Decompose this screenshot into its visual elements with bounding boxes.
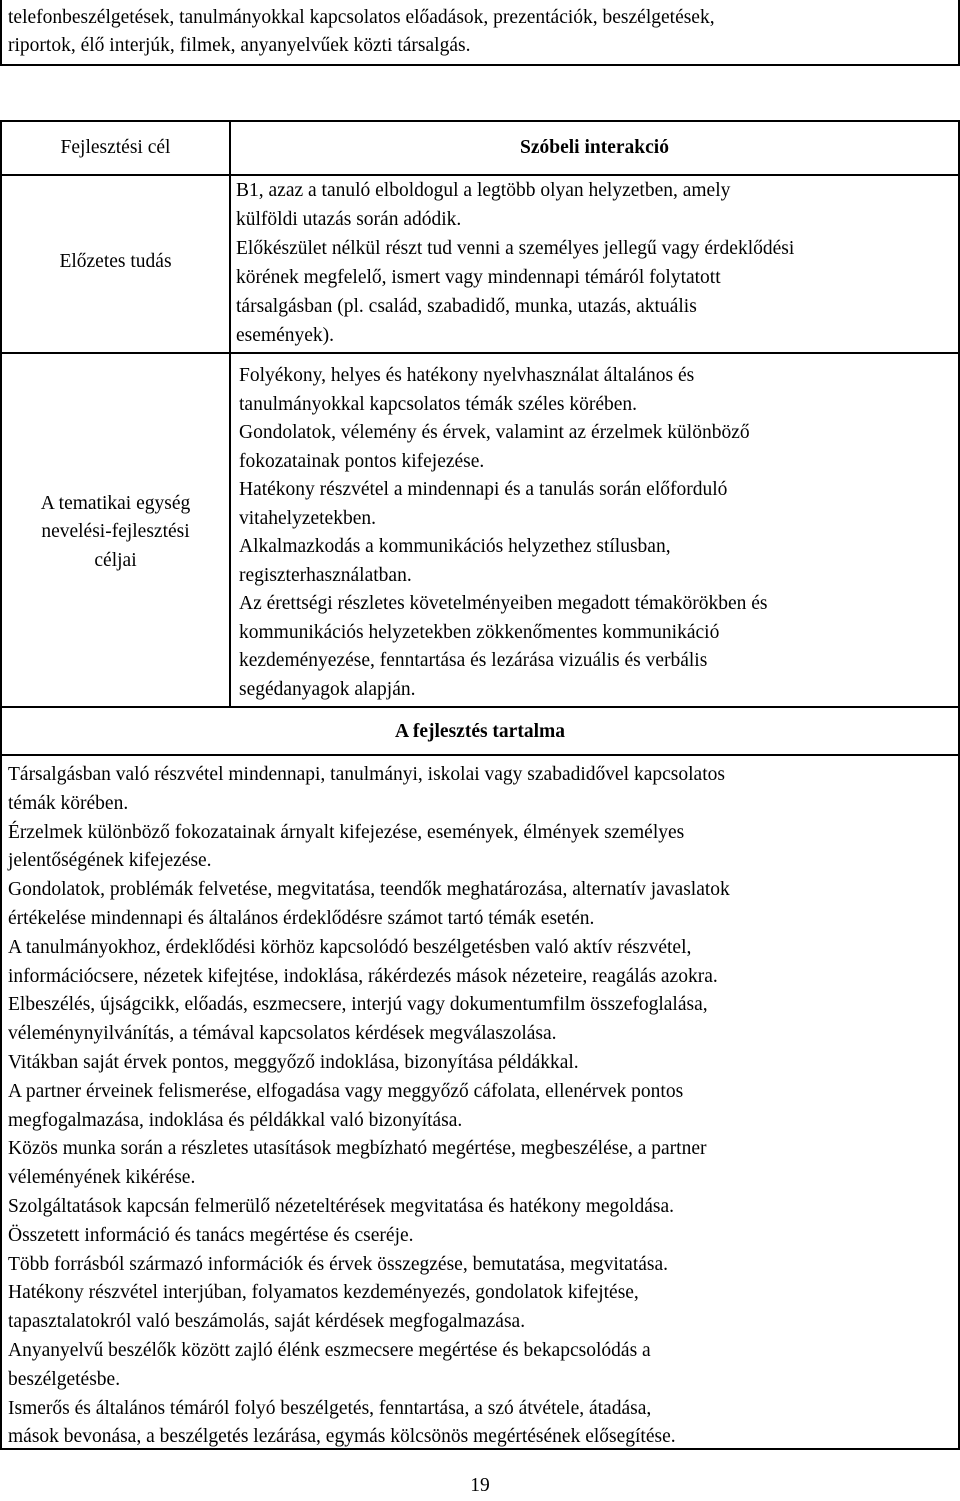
content-line: értékelése mindennapi és általános érdeklődésre számot tartó témák esetén. (8, 908, 595, 929)
content-line: beszélgetésbe. (8, 1368, 121, 1390)
content-line: megfogalmazása, indoklása és példákkal való bizonyítása. (8, 1109, 463, 1131)
aims-line: Az érettségi részletes követelményeiben megadott témakörökben és (239, 593, 768, 614)
content-line: véleményének kikérése. (8, 1167, 196, 1189)
content-line: véleménynyilvánítás, a témával kapcsolatos kérdések megválaszolása. (8, 1023, 557, 1045)
content-line: információcsere, nézetek kifejtése, indoklása, rákérdezés mások nézeteire, reagálás azokra. (8, 965, 718, 987)
prior-line: körének megfelelő, ismert vagy mindennapi témáról folytatott (236, 267, 721, 288)
top-text-line-2: riportok, élő interjúk, filmek, anyanyelvűek közti társalgás. (8, 35, 471, 56)
aims-line: segédanyagok alapján. (239, 678, 416, 700)
aims-line: Gondolatok, vélemény és érvek, valamint az érzelmek különböző (239, 422, 750, 443)
prior-line: külföldi utazás során adódik. (236, 209, 462, 230)
row-divider-content-heading (0, 754, 960, 756)
content-line: mások bevonása, a beszélgetés lezárása, egymás kölcsönös megértésének elősegítése. (8, 1426, 676, 1448)
content-line: Szolgáltatások kapcsán felmerülő nézeteltérések megvitatása és hatékony megoldása. (8, 1196, 674, 1217)
column-divider (229, 120, 231, 708)
content-line: Összetett információ és tanács megértése és cseréje. (8, 1224, 414, 1246)
prior-knowledge-label: Előzetes tudás (59, 251, 172, 272)
aims-line: tanulmányokkal kapcsolatos témák széles körében. (239, 393, 637, 415)
aims-label-line-1: A tematikai egység (40, 493, 191, 514)
aims-line: fokozatainak pontos kifejezése. (239, 450, 485, 472)
aims-line: kezdeményezése, fenntartása és lezárása vizuális és verbális (239, 650, 708, 671)
aims-line: kommunikációs helyzetekben zökkenőmentes kommunikáció (239, 621, 720, 643)
content-line: témák körében. (8, 792, 129, 814)
prior-line: Előkészület nélkül részt tud venni a személyes jellegű vagy érdeklődési (236, 238, 795, 259)
top-text-line-1: telefonbeszélgetések, tanulmányokkal kapcsolatos előadások, prezentációk, beszélgetések, (8, 7, 715, 28)
content-line: A partner érveinek felismerése, elfogadása vagy meggyőző cáfolata, ellenérvek pontos (8, 1080, 684, 1102)
row-divider-prior (0, 352, 960, 354)
section-heading: Szóbeli interakció (520, 137, 669, 158)
aims-label-line-2: nevelési-fejlesztési (41, 521, 190, 542)
content-line: Ismerős és általános témáról folyó beszélgetés, fenntartása, a szó átvétele, átadása, (8, 1397, 652, 1419)
content-line: tapasztalatokról való beszámolás, saját kérdések megfogalmazása. (8, 1311, 526, 1333)
content-line: Anyanyelvű beszélők között zajló élénk eszmecsere megértése és bekapcsolódás a (8, 1340, 651, 1361)
aims-line: Alkalmazkodás a kommunikációs helyzethez stílusban, (239, 536, 671, 557)
content-line: Közös munka során a részletes utasítások megbízható megértése, megbeszélése, a partner (8, 1138, 707, 1160)
prior-line: események). (236, 325, 334, 346)
content-line: Elbeszélés, újságcikk, előadás, eszmecsere, interjú vagy dokumentumfilm összefoglalása, (8, 994, 708, 1016)
content-line: Vitákban saját érvek pontos, meggyőző indoklása, bizonyítása példákkal. (8, 1052, 579, 1073)
aims-line: regiszterhasználatban. (239, 564, 412, 586)
aims-label-line-3: céljai (94, 550, 137, 571)
row-divider-aims (0, 706, 960, 708)
prior-line: társalgásban (pl. család, szabadidő, munka, utazás, aktuális (236, 296, 697, 317)
aims-line: Folyékony, helyes és hatékony nyelvhasználat általános és (239, 365, 695, 386)
content-line: jelentőségének kifejezése. (8, 850, 212, 872)
prior-line: B1, azaz a tanuló elboldogul a legtöbb olyan helyzetben, amely (236, 180, 731, 201)
content-line: Társalgásban való részvétel mindennapi, tanulmányi, iskolai vagy szabadidővel kapcsolatos (8, 764, 725, 785)
content-line: Gondolatok, problémák felvetése, megvitatása, teendők meghatározása, alternatív javaslatok (8, 879, 730, 901)
goal-label: Fejlesztési cél (60, 137, 171, 158)
row-divider-goal (0, 174, 960, 176)
aims-line: vitahelyzetekben. (239, 507, 376, 529)
aims-line: Hatékony részvétel a mindennapi és a tanulás során előforduló (239, 479, 728, 500)
content-heading: A fejlesztés tartalma (394, 721, 565, 742)
content-line: Érzelmek különböző fokozatainak árnyalt kifejezése, események, élmények személyes (8, 821, 685, 843)
page-number: 19 (470, 1475, 490, 1496)
content-line: A tanulmányokhoz, érdeklődési körhöz kapcsolódó beszélgetésben való aktív részvétel, (8, 936, 692, 958)
content-line: Hatékony részvétel interjúban, folyamatos kezdeményezés, gondolatok kifejtése, (8, 1282, 639, 1304)
content-line: Több forrásból származó információk és érvek összegzése, bemutatása, megvitatása. (8, 1253, 669, 1275)
